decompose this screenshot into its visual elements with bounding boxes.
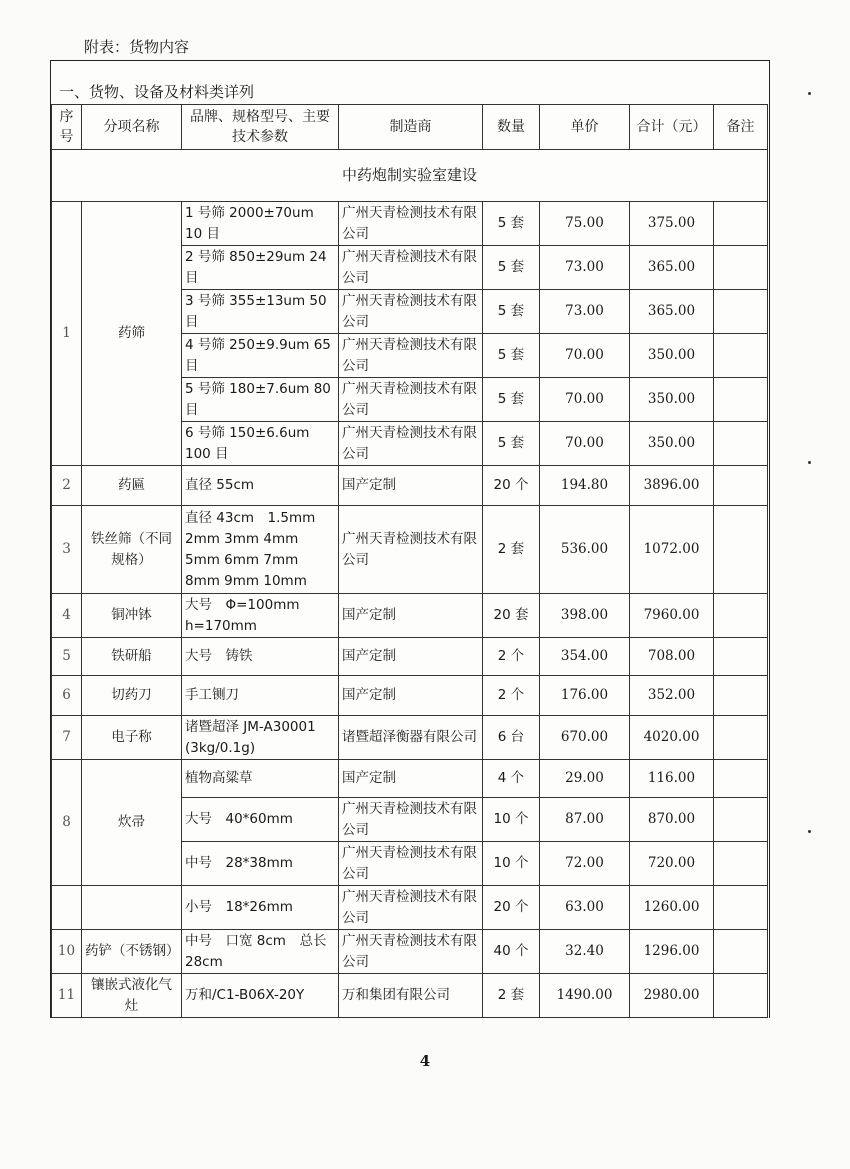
row-unit-price: 398.00 bbox=[540, 594, 630, 638]
row-maker: 广州天青检测技术有限公司 bbox=[339, 422, 483, 466]
row-total: 352.00 bbox=[630, 676, 714, 716]
table-row bbox=[52, 594, 768, 638]
row-unit-price: 176.00 bbox=[540, 676, 630, 716]
row-remark bbox=[714, 930, 768, 974]
row-spec: 万和/C1-B06X-20Y bbox=[182, 974, 339, 1018]
row-seq: 10 bbox=[52, 930, 82, 974]
row-maker: 国产定制 bbox=[339, 466, 483, 506]
row-item-name: 切药刀 bbox=[82, 676, 182, 716]
row-total: 708.00 bbox=[630, 638, 714, 676]
row-spec: 手工铡刀 bbox=[182, 676, 339, 716]
row-spec: 直径 55cm bbox=[182, 466, 339, 506]
row-quantity: 5 套 bbox=[483, 378, 540, 422]
row-total: 1296.00 bbox=[630, 930, 714, 974]
row-spec: 3 号筛 355±13um 50 目 bbox=[182, 290, 339, 334]
row-quantity: 2 套 bbox=[483, 506, 540, 594]
row-quantity: 2 套 bbox=[483, 974, 540, 1018]
row-unit-price: 63.00 bbox=[540, 886, 630, 930]
table-row bbox=[52, 716, 768, 760]
row-item-name bbox=[82, 886, 182, 930]
group-title-row bbox=[52, 150, 768, 202]
row-unit-price: 194.80 bbox=[540, 466, 630, 506]
row-spec: 6 号筛 150±6.6um 100 目 bbox=[182, 422, 339, 466]
row-remark bbox=[714, 506, 768, 594]
row-spec: 中号 28*38mm bbox=[182, 842, 339, 886]
row-spec: 直径 43cm 1.5mm 2mm 3mm 4mm 5mm 6mm 7mm 8mm 9mm 10mm bbox=[182, 506, 339, 594]
row-total: 116.00 bbox=[630, 760, 714, 798]
row-unit-price: 70.00 bbox=[540, 378, 630, 422]
page-number: 4 bbox=[419, 1052, 431, 1070]
row-maker: 广州天青检测技术有限公司 bbox=[339, 246, 483, 290]
row-maker: 广州天青检测技术有限公司 bbox=[339, 842, 483, 886]
row-total: 870.00 bbox=[630, 798, 714, 842]
row-maker: 广州天青检测技术有限公司 bbox=[339, 290, 483, 334]
row-unit-price: 73.00 bbox=[540, 246, 630, 290]
row-remark bbox=[714, 422, 768, 466]
row-maker: 诸暨超泽衡器有限公司 bbox=[339, 716, 483, 760]
row-total: 2980.00 bbox=[630, 974, 714, 1018]
row-unit-price: 70.00 bbox=[540, 422, 630, 466]
row-maker: 广州天青检测技术有限公司 bbox=[339, 506, 483, 594]
row-remark bbox=[714, 378, 768, 422]
row-maker: 广州天青检测技术有限公司 bbox=[339, 202, 483, 246]
row-seq: 8 bbox=[52, 760, 82, 886]
row-total: 7960.00 bbox=[630, 594, 714, 638]
row-remark bbox=[714, 202, 768, 246]
row-total: 1072.00 bbox=[630, 506, 714, 594]
row-quantity: 6 台 bbox=[483, 716, 540, 760]
row-remark bbox=[714, 334, 768, 378]
row-unit-price: 32.40 bbox=[540, 930, 630, 974]
row-maker: 广州天青检测技术有限公司 bbox=[339, 930, 483, 974]
row-remark bbox=[714, 594, 768, 638]
row-maker: 广州天青检测技术有限公司 bbox=[339, 334, 483, 378]
column-header: 备注 bbox=[714, 105, 768, 150]
table-row bbox=[52, 974, 768, 1018]
row-maker: 广州天青检测技术有限公司 bbox=[339, 798, 483, 842]
row-unit-price: 70.00 bbox=[540, 334, 630, 378]
column-header: 分项名称 bbox=[82, 105, 182, 150]
row-maker: 国产定制 bbox=[339, 594, 483, 638]
row-quantity: 40 个 bbox=[483, 930, 540, 974]
row-spec: 2 号筛 850±29um 24 目 bbox=[182, 246, 339, 290]
row-quantity: 5 套 bbox=[483, 202, 540, 246]
row-unit-price: 29.00 bbox=[540, 760, 630, 798]
row-total: 350.00 bbox=[630, 422, 714, 466]
row-spec: 大号 铸铁 bbox=[182, 638, 339, 676]
column-header: 合计（元） bbox=[630, 105, 714, 150]
row-total: 365.00 bbox=[630, 290, 714, 334]
row-total: 4020.00 bbox=[630, 716, 714, 760]
row-total: 350.00 bbox=[630, 334, 714, 378]
row-spec: 4 号筛 250±9.9um 65 目 bbox=[182, 334, 339, 378]
row-maker: 国产定制 bbox=[339, 638, 483, 676]
row-total: 375.00 bbox=[630, 202, 714, 246]
row-total: 720.00 bbox=[630, 842, 714, 886]
row-maker: 万和集团有限公司 bbox=[339, 974, 483, 1018]
scan-speck bbox=[808, 92, 811, 95]
row-maker: 广州天青检测技术有限公司 bbox=[339, 378, 483, 422]
row-spec: 大号 Φ=100mm h=170mm bbox=[182, 594, 339, 638]
row-remark bbox=[714, 886, 768, 930]
row-remark bbox=[714, 246, 768, 290]
row-remark bbox=[714, 716, 768, 760]
row-spec: 植物高粱草 bbox=[182, 760, 339, 798]
row-quantity: 10 个 bbox=[483, 842, 540, 886]
row-remark bbox=[714, 974, 768, 1018]
row-total: 3896.00 bbox=[630, 466, 714, 506]
row-unit-price: 72.00 bbox=[540, 842, 630, 886]
row-quantity: 4 个 bbox=[483, 760, 540, 798]
row-maker: 国产定制 bbox=[339, 676, 483, 716]
row-unit-price: 75.00 bbox=[540, 202, 630, 246]
table-row bbox=[52, 676, 768, 716]
goods-table bbox=[51, 104, 768, 1018]
row-spec: 中号 口宽 8cm 总长 28cm bbox=[182, 930, 339, 974]
scan-speck bbox=[808, 830, 811, 833]
row-item-name: 药筛 bbox=[82, 202, 182, 466]
row-spec: 小号 18*26mm bbox=[182, 886, 339, 930]
row-total: 365.00 bbox=[630, 246, 714, 290]
row-quantity: 5 套 bbox=[483, 246, 540, 290]
row-unit-price: 73.00 bbox=[540, 290, 630, 334]
row-item-name: 铁研船 bbox=[82, 638, 182, 676]
row-total: 1260.00 bbox=[630, 886, 714, 930]
row-seq: 2 bbox=[52, 466, 82, 506]
row-remark bbox=[714, 466, 768, 506]
row-spec: 1 号筛 2000±70um 10 目 bbox=[182, 202, 339, 246]
row-item-name: 镶嵌式液化气灶 bbox=[82, 974, 182, 1018]
row-quantity: 10 个 bbox=[483, 798, 540, 842]
table-row bbox=[52, 638, 768, 676]
row-quantity: 20 个 bbox=[483, 886, 540, 930]
row-seq bbox=[52, 886, 82, 930]
row-unit-price: 670.00 bbox=[540, 716, 630, 760]
row-item-name: 炊帚 bbox=[82, 760, 182, 886]
row-remark bbox=[714, 798, 768, 842]
section-title: 一、货物、设备及材料类详列 bbox=[59, 83, 255, 101]
row-unit-price: 354.00 bbox=[540, 638, 630, 676]
row-unit-price: 536.00 bbox=[540, 506, 630, 594]
row-seq: 7 bbox=[52, 716, 82, 760]
row-remark bbox=[714, 676, 768, 716]
row-remark bbox=[714, 290, 768, 334]
table-row bbox=[52, 760, 768, 798]
attachment-title: 附表：货物内容 bbox=[84, 38, 190, 56]
row-quantity: 20 套 bbox=[483, 594, 540, 638]
group-title: 中药炮制实验室建设 bbox=[52, 150, 768, 202]
table-header-row bbox=[52, 105, 768, 150]
row-maker: 国产定制 bbox=[339, 760, 483, 798]
row-quantity: 5 套 bbox=[483, 334, 540, 378]
column-header: 制造商 bbox=[339, 105, 483, 150]
row-seq: 4 bbox=[52, 594, 82, 638]
column-header: 数量 bbox=[483, 105, 540, 150]
table-row bbox=[52, 506, 768, 594]
row-remark bbox=[714, 760, 768, 798]
row-spec: 大号 40*60mm bbox=[182, 798, 339, 842]
row-quantity: 5 套 bbox=[483, 290, 540, 334]
row-quantity: 2 个 bbox=[483, 638, 540, 676]
row-seq: 11 bbox=[52, 974, 82, 1018]
table-row bbox=[52, 466, 768, 506]
row-quantity: 20 个 bbox=[483, 466, 540, 506]
row-seq: 1 bbox=[52, 202, 82, 466]
scan-speck bbox=[808, 461, 811, 464]
row-item-name: 药匾 bbox=[82, 466, 182, 506]
row-quantity: 2 个 bbox=[483, 676, 540, 716]
column-header: 序号 bbox=[52, 105, 82, 150]
row-unit-price: 1490.00 bbox=[540, 974, 630, 1018]
row-spec: 5 号筛 180±7.6um 80 目 bbox=[182, 378, 339, 422]
table-row bbox=[52, 930, 768, 974]
row-item-name: 电子称 bbox=[82, 716, 182, 760]
row-spec: 诸暨超泽 JM-A30001 (3kg/0.1g) bbox=[182, 716, 339, 760]
row-seq: 6 bbox=[52, 676, 82, 716]
row-quantity: 5 套 bbox=[483, 422, 540, 466]
row-item-name: 铜冲钵 bbox=[82, 594, 182, 638]
column-header: 品牌、规格型号、主要技术参数 bbox=[182, 105, 339, 150]
row-total: 350.00 bbox=[630, 378, 714, 422]
row-remark bbox=[714, 842, 768, 886]
row-seq: 3 bbox=[52, 506, 82, 594]
row-item-name: 铁丝筛（不同规格） bbox=[82, 506, 182, 594]
table-row bbox=[52, 886, 768, 930]
row-unit-price: 87.00 bbox=[540, 798, 630, 842]
row-remark bbox=[714, 638, 768, 676]
row-item-name: 药铲（不锈钢） bbox=[82, 930, 182, 974]
row-maker: 广州天青检测技术有限公司 bbox=[339, 886, 483, 930]
goods-sheet bbox=[50, 60, 770, 1018]
column-header: 单价 bbox=[540, 105, 630, 150]
table-row bbox=[52, 202, 768, 246]
row-seq: 5 bbox=[52, 638, 82, 676]
